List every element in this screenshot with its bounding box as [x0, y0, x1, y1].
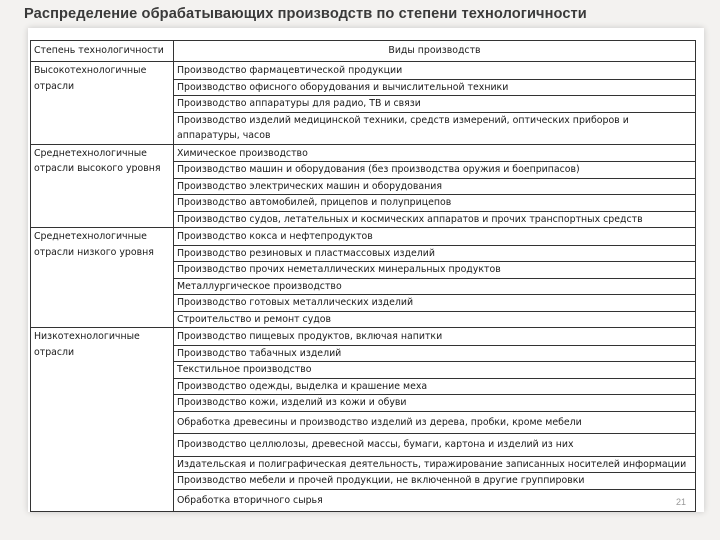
header-production-types: Виды производств [174, 41, 696, 62]
production-item: Производство машин и оборудования (без производства оружия и боеприпасов) [174, 162, 695, 179]
production-item: Производство офисного оборудования и вычислительной техники [174, 80, 695, 97]
production-item: Производство автомобилей, прицепов и полуприцепов [174, 195, 695, 212]
production-item: Производство изделий медицинской техники, средств измерений, оптических приборов и аппаратуры, часов [177, 114, 629, 141]
slide-title: Распределение обрабатывающих производств по степени технологичности [24, 6, 587, 22]
production-item: Производство судов, летательных и космических аппаратов и прочих транспортных средств [177, 213, 643, 225]
table-row [31, 144, 696, 228]
category-cell: Среднетехнологичные отрасли низкого уровня [31, 228, 174, 328]
production-item: Текстильное производство [174, 362, 695, 379]
production-item: Производство одежды, выделка и крашение меха [174, 379, 695, 396]
production-item: Производство табачных изделий [174, 346, 695, 363]
category-cell: Среднетехнологичные отрасли высокого уровня [31, 144, 174, 228]
production-item: Производство фармацевтической продукции [174, 63, 695, 80]
production-item: Обработка древесины и производство изделий из дерева, пробки, кроме мебели [174, 412, 695, 435]
production-item: Химическое производство [174, 146, 695, 163]
production-item: Производство мебели и прочей продукции, не включенной в другие группировки [174, 473, 695, 490]
production-item: Производство пищевых продуктов, включая напитки [174, 329, 695, 346]
production-list-cell [174, 228, 696, 328]
production-item: Производство целлюлозы, древесной массы, бумаги, картона и изделий из них [174, 434, 695, 457]
production-item: Строительство и ремонт судов [177, 313, 332, 325]
production-item: Производство электрических машин и оборудования [174, 179, 695, 196]
category-cell: Низкотехнологичные отрасли [31, 328, 174, 512]
page-number: 21 [675, 497, 686, 507]
table-body [31, 62, 696, 512]
table-row [31, 62, 696, 145]
production-item: Производство готовых металлических изделий [174, 295, 695, 312]
production-item: Производство кожи, изделий из кожи и обуви [174, 395, 695, 412]
production-list-cell [174, 328, 696, 512]
production-item: Производство аппаратуры для радио, ТВ и связи [174, 96, 695, 113]
production-list-cell [174, 62, 696, 145]
production-item: Металлургическое производство [174, 279, 695, 296]
table-row [31, 228, 696, 328]
table-header-row [31, 41, 696, 62]
production-list-cell [174, 144, 696, 228]
production-item: Обработка вторичного сырья [177, 494, 323, 506]
production-item: Производство резиновых и пластмассовых изделий [174, 246, 695, 263]
production-item: Производство прочих неметаллических минеральных продуктов [174, 262, 695, 279]
header-tech-level: Степень технологичности [31, 41, 174, 62]
production-item: Издательская и полиграфическая деятельность, тиражирование записанных носителей информации [174, 457, 695, 474]
table-row [31, 328, 696, 512]
industry-table [30, 40, 696, 512]
production-item: Производство кокса и нефтепродуктов [174, 229, 695, 246]
category-cell: Высокотехнологичные отрасли [31, 62, 174, 145]
